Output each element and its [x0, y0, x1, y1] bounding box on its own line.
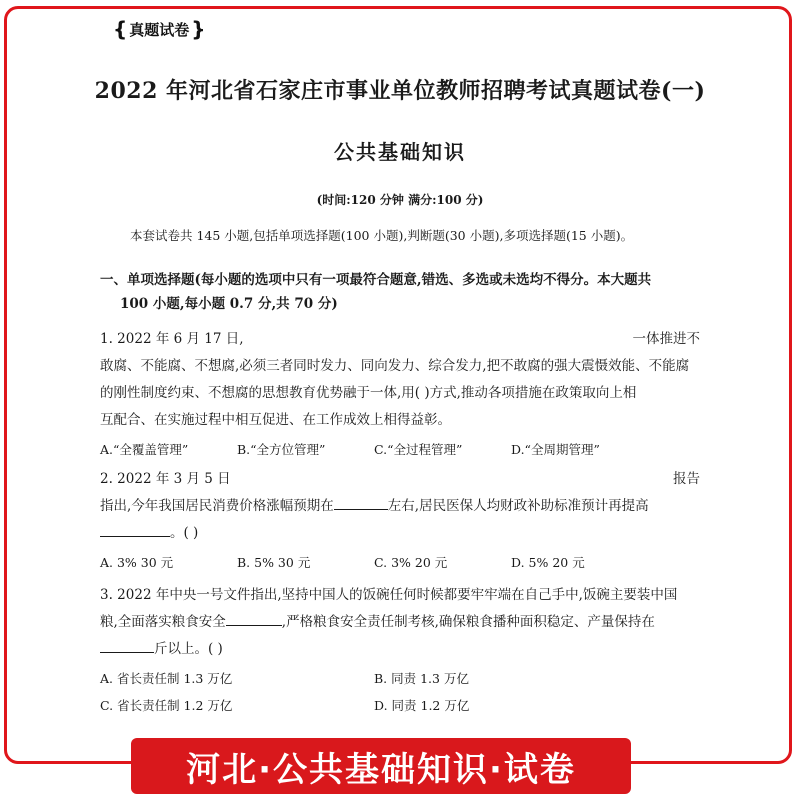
q1-line3: 的刚性制度约束、不想腐的思想教育优势融于一体,用( )方式,推动各项措施在政策取向上相 [100, 385, 637, 401]
q2-line1-right: 报告 [673, 471, 700, 487]
q1-option-a: A.“全覆盖管理” [100, 442, 189, 457]
exam-intro: 本套试卷共 145 小题,包括单项选择题(100 小题),判断题(30 小题),多项选择题(15 小题)。 [130, 228, 634, 243]
q2-line1-left: 2. 2022 年 3 月 5 日 [100, 471, 231, 487]
exam-badge [103, 16, 216, 42]
q3-option-d: D. 同责 1.2 万亿 [374, 698, 470, 713]
exam-meta: (时间:120 分钟 满分:100 分) [316, 193, 484, 207]
q2-line2-b: 左右,居民医保人均财政补助标准预计再提高 [387, 498, 649, 514]
q3-line2-b: ,严格粮食安全责任制考核,确保粮食播种面积稳定、产量保持在 [281, 614, 655, 630]
q3-line2-a: 粮,全面落实粮食安全 [100, 614, 226, 630]
q1-option-c: C.“全过程管理” [374, 442, 463, 457]
bracket-right-icon: } [191, 17, 206, 41]
bracket-left-icon: { [113, 17, 128, 41]
q1-line1-left: 1. 2022 年 6 月 17 日, [100, 331, 244, 347]
document-subtitle: 公共基础知识 [334, 140, 466, 164]
answer-blank [334, 495, 388, 510]
q2-option-c: C. 3% 20 元 [374, 555, 448, 570]
q3-line1: 3. 2022 年中央一号文件指出,坚持中国人的饭碗任何时候都要牢牢端在自己手中,饭碗主要装中国 [100, 587, 678, 603]
question-2 [100, 466, 700, 576]
q2-line2-a: 指出,今年我国居民消费价格涨幅预期在 [100, 498, 334, 514]
q2-line3: 。( ) [170, 525, 199, 541]
q1-option-b: B.“全方位管理” [237, 442, 326, 457]
badge-label: 真题试卷 [129, 20, 190, 39]
section-heading [100, 268, 700, 316]
question-1 [100, 326, 700, 463]
section-heading-line2: 100 小题,每小题 0.7 分,共 70 分) [120, 296, 338, 312]
q1-line4: 互配合、在实施过程中相互促进、在工作成效上相得益彰。 [100, 412, 451, 428]
q3-line3: 斤以上。( ) [154, 641, 223, 657]
footer-banner: 河北·公共基础知识·试卷 [131, 738, 631, 794]
q2-option-a: A. 3% 30 元 [100, 555, 174, 570]
section-heading-line1: 一、单项选择题(每小题的选项中只有一项最符合题意,错选、多选或未选均不得分。本大题共 [100, 272, 652, 288]
q1-line2: 敢腐、不能腐、不想腐,必须三者同时发力、同向发力、综合发力,把不敢腐的强大震慑效能、不能腐 [100, 358, 690, 374]
q2-option-b: B. 5% 30 元 [237, 555, 311, 570]
q3-option-c: C. 省长责任制 1.2 万亿 [100, 698, 233, 713]
q1-line1-right: 一体推进不 [632, 331, 700, 347]
q3-option-a: A. 省长责任制 1.3 万亿 [100, 671, 233, 686]
q2-option-d: D. 5% 20 元 [511, 555, 585, 570]
answer-blank [226, 611, 282, 626]
question-3 [100, 582, 700, 719]
answer-blank [100, 638, 154, 653]
q1-option-d: D.“全周期管理” [511, 442, 600, 457]
answer-blank [100, 522, 170, 537]
q3-option-b: B. 同责 1.3 万亿 [374, 671, 469, 686]
document-title: 2022 年河北省石家庄市事业单位教师招聘考试真题试卷(一) [94, 78, 706, 104]
